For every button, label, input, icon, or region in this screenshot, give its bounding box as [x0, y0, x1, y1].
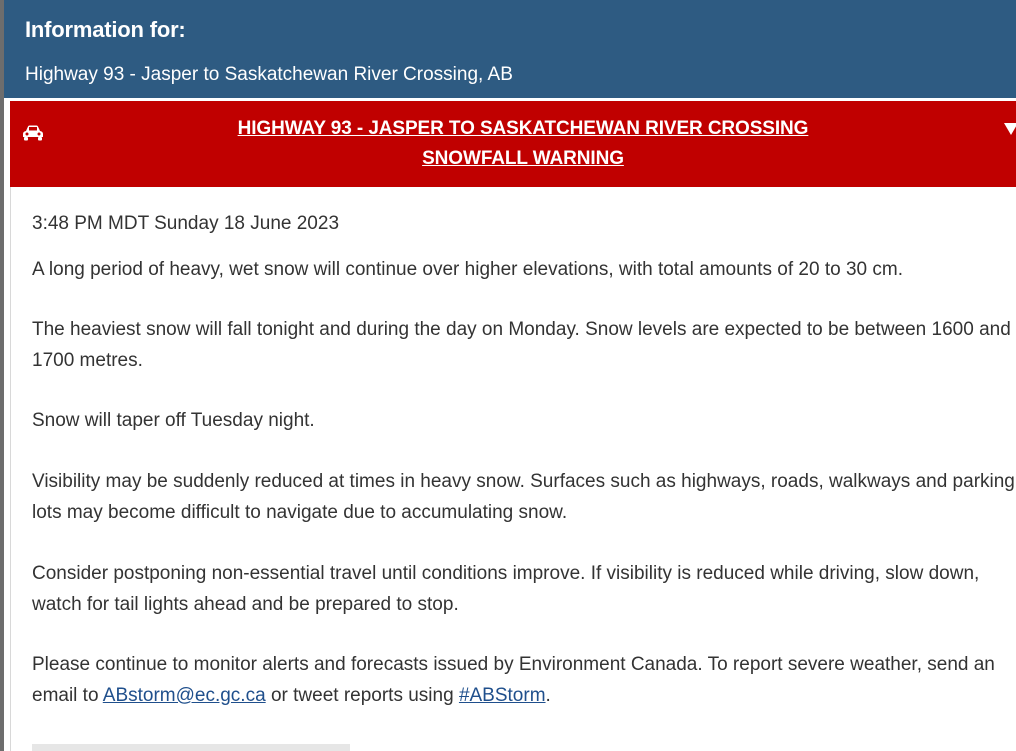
- header-title: Information for:: [25, 17, 186, 42]
- email-link[interactable]: ABstorm@ec.gc.ca: [102, 685, 266, 706]
- alert-timestamp: 3:48 PM MDT Sunday 18 June 2023: [32, 213, 340, 234]
- header-location: Highway 93 - Jasper to Saskatchewan River Crossing, AB: [25, 64, 513, 85]
- alert-type-link[interactable]: SNOWFALL WARNING: [422, 148, 624, 169]
- alert-paragraph: Consider postponing non-essential travel until conditions improve. If visibility is reduced while driving, slow down, watch for tail lights ahead and be prepared to stop.: [32, 563, 980, 615]
- bottom-panel: [32, 744, 350, 751]
- alert-paragraph: The heaviest snow will fall tonight and during the day on Monday. Snow levels are expected to be between 1600 and 1700 metres.: [32, 319, 1011, 371]
- info-header: [4, 0, 1016, 98]
- contact-text-mid: or tweet reports using: [265, 685, 459, 706]
- alert-paragraph-contact: [32, 649, 1016, 711]
- alert-paragraph: A long period of heavy, wet snow will continue over higher elevations, with total amounts of 20 to 30 cm.: [32, 259, 903, 280]
- contact-text-start: Please continue to monitor alerts and forecasts issued by Environment Canada. To report severe weather, send an email to: [32, 654, 995, 706]
- triangle-down-icon[interactable]: [1004, 122, 1016, 136]
- left-border: [0, 0, 4, 751]
- alert-headline-link[interactable]: HIGHWAY 93 - JASPER TO SASKATCHEWAN RIVER CROSSING: [237, 118, 809, 139]
- alert-paragraph: Snow will taper off Tuesday night.: [32, 410, 315, 431]
- alert-paragraph: Visibility may be suddenly reduced at times in heavy snow. Surfaces such as highways, roads, walkways and parking lots may become difficult to navigate due to accumulating snow.: [32, 471, 1015, 523]
- contact-text-end: .: [545, 685, 551, 706]
- alert-banner[interactable]: [10, 101, 1016, 187]
- hashtag-link[interactable]: #ABStorm: [458, 685, 546, 706]
- alert-details: [10, 187, 1016, 751]
